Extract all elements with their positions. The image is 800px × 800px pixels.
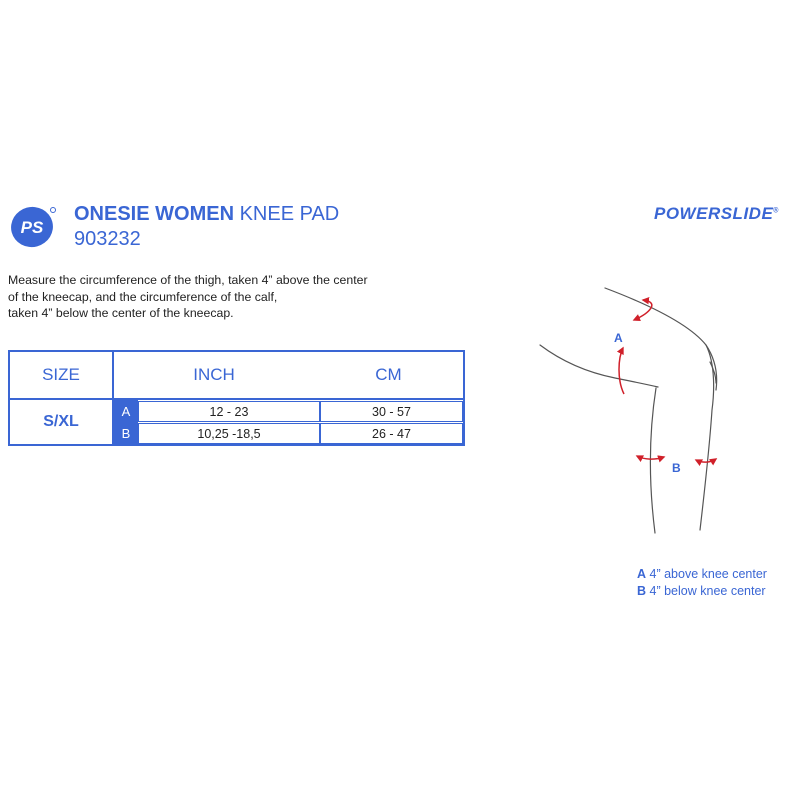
instruction-line: taken 4” below the center of the kneecap. bbox=[8, 306, 234, 320]
product-title bbox=[74, 203, 339, 225]
ps-logo bbox=[8, 204, 58, 248]
legend-key-b: B bbox=[637, 584, 647, 598]
ps-logo-text: PS bbox=[20, 218, 44, 237]
product-title-light: KNEE PAD bbox=[239, 203, 340, 225]
header-size: SIZE bbox=[10, 352, 114, 398]
legend-row-b bbox=[637, 583, 767, 600]
product-sku: 903232 bbox=[74, 228, 141, 250]
header-inch: INCH bbox=[193, 365, 235, 384]
diagram-label-b: B bbox=[672, 461, 681, 475]
cm-cell-a: 30 - 57 bbox=[320, 401, 463, 422]
cm-cell-b: 26 - 47 bbox=[320, 423, 463, 444]
brand-name: POWERSLIDE bbox=[654, 204, 774, 223]
measurement-key-column bbox=[114, 400, 138, 444]
diagram-label-a: A bbox=[614, 331, 623, 345]
measurement-instructions bbox=[8, 272, 438, 322]
instruction-line: of the kneecap, and the circumference of the calf, bbox=[8, 289, 278, 304]
row-key-b: B bbox=[121, 425, 131, 441]
legend-row-a bbox=[637, 566, 767, 583]
row-key-a: A bbox=[121, 403, 131, 419]
instruction-line: Measure the circumference of the thigh, taken 4” above the center bbox=[8, 273, 368, 287]
diagram-legend bbox=[637, 566, 767, 600]
header-cm: CM bbox=[375, 365, 402, 384]
legend-text-b: 4” below knee center bbox=[649, 584, 766, 598]
size-value: S/XL bbox=[10, 400, 114, 444]
brand-mark: ® bbox=[773, 207, 779, 215]
inch-cell-a: 12 - 23 bbox=[138, 401, 320, 422]
inch-cell-b: 10,25 -18,5 bbox=[138, 423, 320, 444]
brand-logo bbox=[654, 204, 779, 224]
legend-key-a: A bbox=[637, 567, 647, 581]
product-title-bold: ONESIE WOMEN bbox=[74, 203, 235, 225]
knee-outline bbox=[700, 345, 714, 530]
size-table bbox=[8, 350, 465, 446]
arrow-b-right bbox=[696, 459, 716, 462]
calf-back-outline bbox=[650, 388, 656, 533]
legend-text-a: 4” above knee center bbox=[649, 567, 767, 581]
arrow-a-bottom bbox=[619, 348, 624, 394]
leg-diagram bbox=[530, 280, 770, 540]
thigh-bottom-outline bbox=[540, 345, 658, 387]
